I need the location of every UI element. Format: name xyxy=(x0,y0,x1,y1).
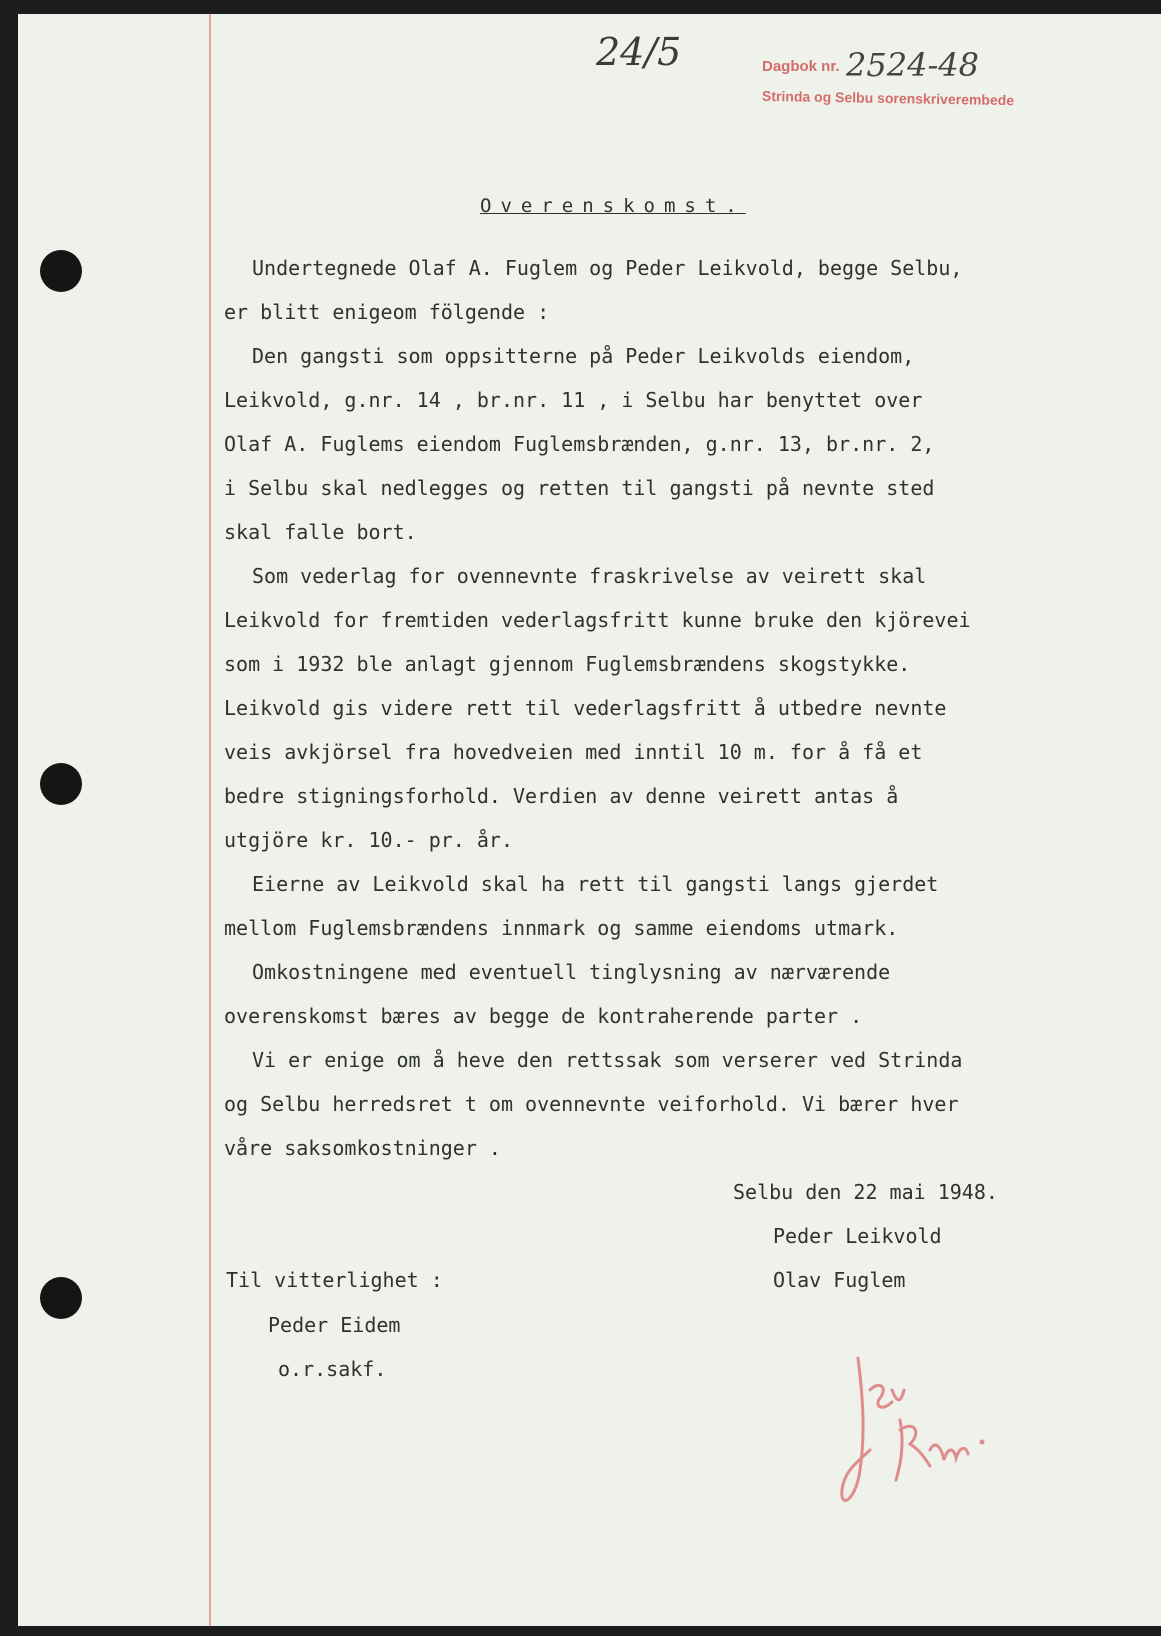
text-line: Olaf A. Fuglems eiendom Fuglemsbrænden, g.nr. 13, br.nr. 2, xyxy=(224,432,935,456)
text-line: i Selbu skal nedlegges og retten til gangsti på nevnte sted xyxy=(224,476,935,500)
witness-title: o.r.sakf. xyxy=(278,1357,387,1381)
stamp-prefix: Dagbok nr. xyxy=(762,58,840,75)
margin-rule xyxy=(209,14,211,1626)
text-line: mellom Fuglemsbrændens innmark og samme eiendoms utmark. xyxy=(224,916,899,940)
witness-name: Peder Eidem xyxy=(268,1313,401,1337)
signature-olav-fuglem: Olav Fuglem xyxy=(773,1268,906,1292)
text-line: er blitt enigeom fölgende : xyxy=(224,300,550,324)
witness-label: Til vitterlighet : xyxy=(226,1268,443,1292)
text-line: Vi er enige om å heve den rettssak som verserer ved Strinda xyxy=(252,1048,963,1072)
journal-number: 2524-48 xyxy=(846,46,979,84)
handwritten-date: 24/5 xyxy=(596,30,682,74)
punch-hole xyxy=(40,763,82,805)
text-line: bedre stigningsforhold. Verdien av denne veirett antas å xyxy=(224,784,899,808)
handwritten-initials xyxy=(830,1350,1010,1550)
document-title: Overenskomst. xyxy=(480,195,746,217)
text-line: Omkostningene med eventuell tinglysning av nærværende xyxy=(252,960,891,984)
text-line: veis avkjörsel fra hovedveien med inntil 10 m. for å få et xyxy=(224,740,923,764)
text-line: Leikvold, g.nr. 14 , br.nr. 11 , i Selbu har benyttet over xyxy=(224,388,923,412)
text-line: overenskomst bæres av begge de kontraherende parter . xyxy=(224,1004,863,1028)
text-line: som i 1932 ble anlagt gjennom Fuglemsbrændens skogstykke. xyxy=(224,652,911,676)
signature-peder-leikvold: Peder Leikvold xyxy=(773,1224,942,1248)
punch-hole xyxy=(40,250,82,292)
text-line: og Selbu herredsret t om ovennevnte veiforhold. Vi bærer hver xyxy=(224,1092,959,1116)
text-line: Den gangsti som oppsitterne på Peder Leikvolds eiendom, xyxy=(252,344,915,368)
office-stamp: Strinda og Selbu sorenskriverembede xyxy=(761,87,1015,109)
place-date: Selbu den 22 mai 1948. xyxy=(733,1180,998,1204)
text-line: Leikvold gis videre rett til vederlagsfritt å utbedre nevnte xyxy=(224,696,947,720)
text-line: Undertegnede Olaf A. Fuglem og Peder Leikvold, begge Selbu, xyxy=(252,256,963,280)
text-line: Som vederlag for ovennevnte fraskrivelse av veirett skal xyxy=(252,564,927,588)
text-line: utgjöre kr. 10.- pr. år. xyxy=(224,828,513,852)
text-line: Leikvold for fremtiden vederlagsfritt kunne bruke den kjörevei xyxy=(224,608,971,632)
text-line: våre saksomkostninger . xyxy=(224,1136,501,1160)
punch-hole xyxy=(40,1277,82,1319)
text-line: Eierne av Leikvold skal ha rett til gangsti langs gjerdet xyxy=(252,872,939,896)
text-line: skal falle bort. xyxy=(224,520,417,544)
